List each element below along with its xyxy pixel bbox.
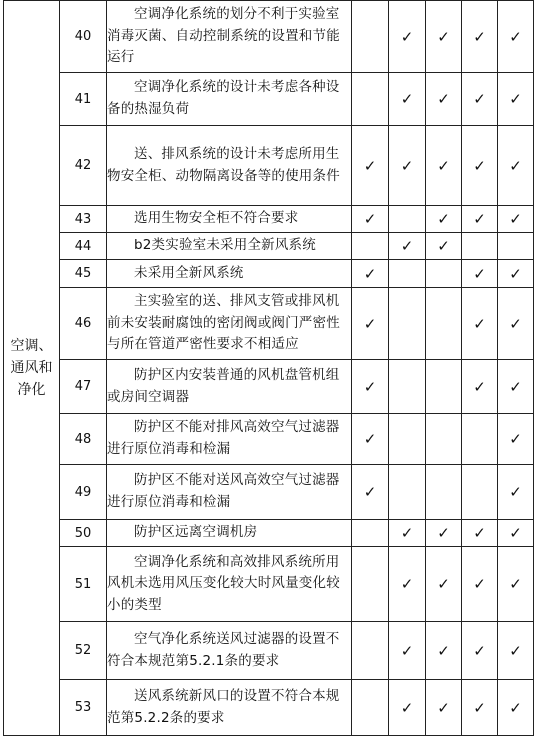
check-cell <box>389 288 426 360</box>
check-cell <box>498 233 534 260</box>
item-text: 主实验室的送、排风支管或排风机前未安装耐腐蚀的密闭阀或阀门严密性与所在管道严密性要求不相适应 <box>107 288 352 360</box>
check-cell <box>389 465 426 520</box>
table-row <box>4 126 534 206</box>
check-cell: ✓ <box>498 1 534 73</box>
check-cell: ✓ <box>389 547 426 622</box>
table-row <box>4 360 534 414</box>
check-cell: ✓ <box>426 680 462 736</box>
check-cell: ✓ <box>462 547 498 622</box>
table-row <box>4 1 534 73</box>
check-cell: ✓ <box>426 520 462 547</box>
table-row <box>4 547 534 622</box>
check-cell: ✓ <box>389 622 426 680</box>
check-cell: ✓ <box>352 288 389 360</box>
check-cell: ✓ <box>462 288 498 360</box>
check-cell: ✓ <box>389 73 426 126</box>
check-cell <box>352 73 389 126</box>
item-number: 46 <box>60 288 107 360</box>
item-number: 45 <box>60 260 107 288</box>
check-cell: ✓ <box>426 1 462 73</box>
check-cell: ✓ <box>462 126 498 206</box>
check-cell: ✓ <box>426 233 462 260</box>
item-text: 防护区不能对排风高效空气过滤器进行原位消毒和检漏 <box>107 414 352 465</box>
check-cell <box>352 520 389 547</box>
item-text: 空调净化系统和高效排风系统所用风机未选用风压变化较大时风量变化较小的类型 <box>107 547 352 622</box>
check-cell <box>389 360 426 414</box>
check-cell: ✓ <box>498 73 534 126</box>
check-cell <box>462 414 498 465</box>
item-text: 空调净化系统的划分不利于实验室消毒灭菌、自动控制系统的设置和节能运行 <box>107 1 352 73</box>
check-cell <box>426 288 462 360</box>
table-row <box>4 73 534 126</box>
item-text: 防护区不能对送风高效空气过滤器进行原位消毒和检漏 <box>107 465 352 520</box>
check-cell: ✓ <box>389 680 426 736</box>
check-cell <box>389 260 426 288</box>
check-cell: ✓ <box>426 126 462 206</box>
table-row <box>4 520 534 547</box>
check-cell <box>352 680 389 736</box>
item-number: 43 <box>60 206 107 233</box>
category-cell <box>4 1 60 736</box>
category-label: 空调、通风和净化 <box>10 338 53 398</box>
check-cell <box>389 206 426 233</box>
item-number: 44 <box>60 233 107 260</box>
check-cell: ✓ <box>462 206 498 233</box>
check-cell: ✓ <box>462 1 498 73</box>
check-cell: ✓ <box>462 622 498 680</box>
item-text: 防护区远离空调机房 <box>107 520 352 547</box>
check-cell: ✓ <box>352 414 389 465</box>
check-cell <box>426 414 462 465</box>
check-cell: ✓ <box>498 414 534 465</box>
item-text: 未采用全新风系统 <box>107 260 352 288</box>
item-text: 防护区内安装普通的风机盘管机组或房间空调器 <box>107 360 352 414</box>
check-cell: ✓ <box>498 622 534 680</box>
item-text: 选用生物安全柜不符合要求 <box>107 206 352 233</box>
check-cell <box>352 1 389 73</box>
check-cell: ✓ <box>352 126 389 206</box>
item-number: 42 <box>60 126 107 206</box>
check-cell <box>352 233 389 260</box>
check-cell: ✓ <box>389 1 426 73</box>
item-number: 41 <box>60 73 107 126</box>
check-cell: ✓ <box>498 465 534 520</box>
check-cell: ✓ <box>498 126 534 206</box>
check-cell <box>389 414 426 465</box>
check-cell: ✓ <box>352 360 389 414</box>
check-cell <box>462 233 498 260</box>
check-cell: ✓ <box>498 547 534 622</box>
item-text: b2类实验室未采用全新风系统 <box>107 233 352 260</box>
check-cell: ✓ <box>498 680 534 736</box>
item-number: 52 <box>60 622 107 680</box>
table-row <box>4 260 534 288</box>
check-cell <box>352 547 389 622</box>
item-number: 53 <box>60 680 107 736</box>
check-cell: ✓ <box>426 73 462 126</box>
check-cell: ✓ <box>498 288 534 360</box>
check-cell: ✓ <box>462 260 498 288</box>
check-cell: ✓ <box>462 360 498 414</box>
item-number: 50 <box>60 520 107 547</box>
item-text: 空气净化系统送风过滤器的设置不符合本规范第5.2.1条的要求 <box>107 622 352 680</box>
item-text: 空调净化系统的设计未考虑各种设备的热湿负荷 <box>107 73 352 126</box>
check-cell: ✓ <box>352 465 389 520</box>
check-cell <box>352 622 389 680</box>
table-row <box>4 206 534 233</box>
check-cell: ✓ <box>426 206 462 233</box>
check-cell: ✓ <box>462 73 498 126</box>
check-cell <box>426 360 462 414</box>
check-cell <box>426 465 462 520</box>
check-cell <box>462 465 498 520</box>
table-row <box>4 622 534 680</box>
check-cell: ✓ <box>389 126 426 206</box>
check-cell: ✓ <box>498 520 534 547</box>
item-number: 40 <box>60 1 107 73</box>
check-cell: ✓ <box>352 260 389 288</box>
table-row <box>4 233 534 260</box>
check-cell: ✓ <box>426 547 462 622</box>
check-cell: ✓ <box>498 206 534 233</box>
item-text: 送风系统新风口的设置不符合本规范第5.2.2条的要求 <box>107 680 352 736</box>
item-number: 47 <box>60 360 107 414</box>
check-cell: ✓ <box>498 260 534 288</box>
table-row <box>4 465 534 520</box>
check-cell: ✓ <box>352 206 389 233</box>
item-number: 51 <box>60 547 107 622</box>
check-cell: ✓ <box>426 622 462 680</box>
item-text: 送、排风系统的设计未考虑所用生物安全柜、动物隔离设备等的使用条件 <box>107 126 352 206</box>
table-row <box>4 288 534 360</box>
check-cell: ✓ <box>389 520 426 547</box>
table-row <box>4 414 534 465</box>
check-cell: ✓ <box>389 233 426 260</box>
check-cell: ✓ <box>462 680 498 736</box>
check-cell: ✓ <box>462 520 498 547</box>
item-number: 49 <box>60 465 107 520</box>
inspection-table <box>3 0 534 736</box>
check-cell: ✓ <box>498 360 534 414</box>
check-cell <box>426 260 462 288</box>
item-number: 48 <box>60 414 107 465</box>
table-row <box>4 680 534 736</box>
